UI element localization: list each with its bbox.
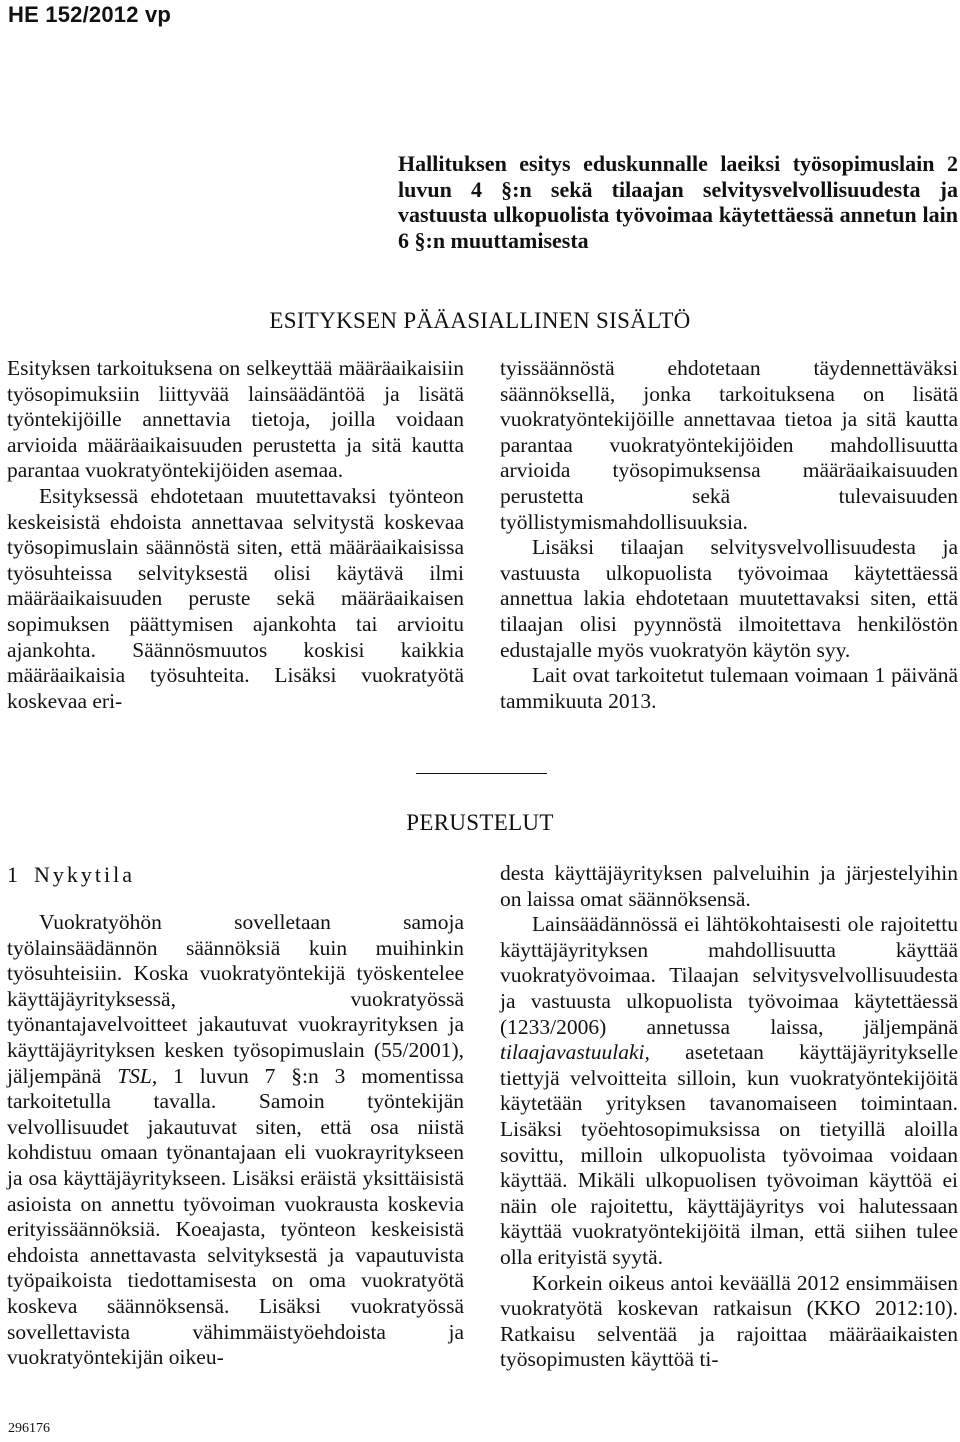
basis-paragraph: desta käyttäjäyrityksen palveluihin ja järjestelyihin on laissa omat säännöksensä. bbox=[500, 861, 958, 911]
summary-paragraph: Esityksen tarkoituksena on selkeyttää määräaikaisiin työsopimuksiin liittyvää lainsäädäntöä ja lisätä työntekijöille annettavia tietoja, joilla voidaan arvioida määräaikaisuuden perustetta ja sitä kautta parantaa vuokratyöntekijöiden asemaa. bbox=[7, 356, 464, 483]
basis-italic-term: TSL, bbox=[117, 1063, 158, 1088]
subsection-heading bbox=[7, 862, 135, 888]
basis-text: Vuokratyöhön sovelletaan samoja työlainsäädännön säännöksiä kuin muihinkin työsuhteisiin. Koska vuokratyöntekijä työskentelee käyttäjäyrityksessä, vuokratyössä työnantajavelvoitteet jakautuvat vuokrayrityksen ja käyttäjäyrityksen kesken työsopimuslain (55/2001), jäljempänä bbox=[7, 910, 464, 1088]
summary-paragraph: Esityksessä ehdotetaan muutettavaksi työnteon keskeisistä ehdoista annettavaa selvitystä koskevaa työsopimuslain säännöstä siten, että määräaikaisissa työsuhteissa selvityksestä olisi käytävä ilmi määräaikaisuuden peruste sekä määräaikaisen sopimuksen päättymisen ajankohta tai arvioitu ajankohta. Säännösmuutos koskisi kaikkia määräaikaisia työsuhteita. Lisäksi vuokratyötä koskevaa eri- bbox=[7, 483, 464, 713]
summary-paragraph: Lisäksi tilaajan selvitysvelvollisuudesta ja vastuusta ulkopuolista työvoimaa käytettäessä annettua lakia ehdotetaan muutettavaksi siten, että tilaajan olisi pyynnöstä ilmoitettava henkilöstön edustajalle myös vuokratyön käytön syy. bbox=[500, 535, 958, 662]
summary-paragraph: tyissäännöstä ehdotetaan täydennettäväksi säännöksellä, jonka tarkoituksena on lisätä vuokratyöntekijöille annettavaa tietoa ja sitä kautta parantaa vuokratyöntekijöiden mahdollisuutta arvioida työsopimuksensa määräaikaisuuden perustetta sekä tulevaisuuden työllistymismahdollisuuksia. bbox=[500, 356, 958, 534]
subsection-number: 1 bbox=[7, 862, 18, 887]
summary-left-column bbox=[7, 356, 464, 714]
basis-text: Lainsäädännössä ei lähtökohtaisesti ole rajoitettu käyttäjäyrityksen mahdollisuutta käyttää vuokratyövoimaa. Tilaajan selvitysvelvollisuudesta ja vastuusta ulkopuolista työvoimaa käytettäessä (1233/2006) annetussa laissa, jäljempänä bbox=[500, 912, 958, 1039]
summary-paragraph: Lait ovat tarkoitetut tulemaan voimaan 1 päivänä tammikuuta 2013. bbox=[500, 663, 958, 713]
basis-paragraph: Korkein oikeus antoi keväällä 2012 ensimmäisen vuokratyötä koskevan ratkaisun (KKO 2012:10). Ratkaisu selventää ja rajoittaa määräaikaisten työsopimusten käyttöä ti- bbox=[500, 1270, 958, 1372]
summary-right-column bbox=[500, 356, 958, 714]
basis-paragraph bbox=[500, 912, 958, 1270]
basis-heading: PERUSTELUT bbox=[406, 810, 554, 835]
basis-text: 1 luvun 7 §:n 3 momentissa tarkoitetulla tavalla. Samoin työntekijän velvollisuudet jakautuvat siten, että osa niistä kohdistuu omaan työnantajaan eli vuokrayritykseen ja osa käyttäjäyritykseen. Lisäksi eräistä yksittäisistä asioista on annettu työvoiman vuokrausta koskevia erityissäännöksiä. Koeajasta, työnteon keskeisistä ehdoista annettavasta selvityksestä ja vapautuvista työpaikoista tiedottamisesta on oma vuokratyötä koskeva säännöksensä. Lisäksi vuokratyössä sovellettavista vähimmäistyöehdoista ja vuokratyöntekijän oikeu- bbox=[7, 1063, 464, 1370]
bill-title: Hallituksen esitys eduskunnalle laeiksi työsopimuslain 2 luvun 4 §:n sekä tilaajan selvitysvelvollisuudesta ja vastuusta ulkopuolista työvoimaa käytettäessä annetun lain 6 §:n muuttamisesta bbox=[398, 151, 958, 253]
document-id: HE 152/2012 vp bbox=[8, 2, 172, 27]
basis-paragraph bbox=[7, 910, 464, 1371]
basis-left-column bbox=[7, 910, 464, 1371]
basis-italic-term: tilaajavastuulaki, bbox=[500, 1040, 650, 1065]
section-divider bbox=[416, 773, 547, 774]
basis-text: asetetaan käyttäjäyritykselle tiettyjä velvoitteita silloin, kun vuokratyöntekijöitä käytetään yrityksen tavanomaiseen toimintaan. Lisäksi työehtosopimuksissa on tietyillä aloilla sovittu, milloin ulkopuolista työvoimaa voidaan käyttää. Mikäli ulkopuolisen työvoiman käyttöä ei näin ole rajoitettu, käyttäjäyritys voi halutessaan käyttää vuokratyöntekijöitä ilman, että siihen tulee olla erityistä syytä. bbox=[500, 1040, 958, 1269]
summary-heading: ESITYKSEN PÄÄASIALLINEN SISÄLTÖ bbox=[269, 308, 691, 333]
subsection-title: Nykytila bbox=[34, 862, 135, 887]
footer-code: 296176 bbox=[8, 1421, 50, 1436]
basis-right-column bbox=[500, 861, 958, 1373]
